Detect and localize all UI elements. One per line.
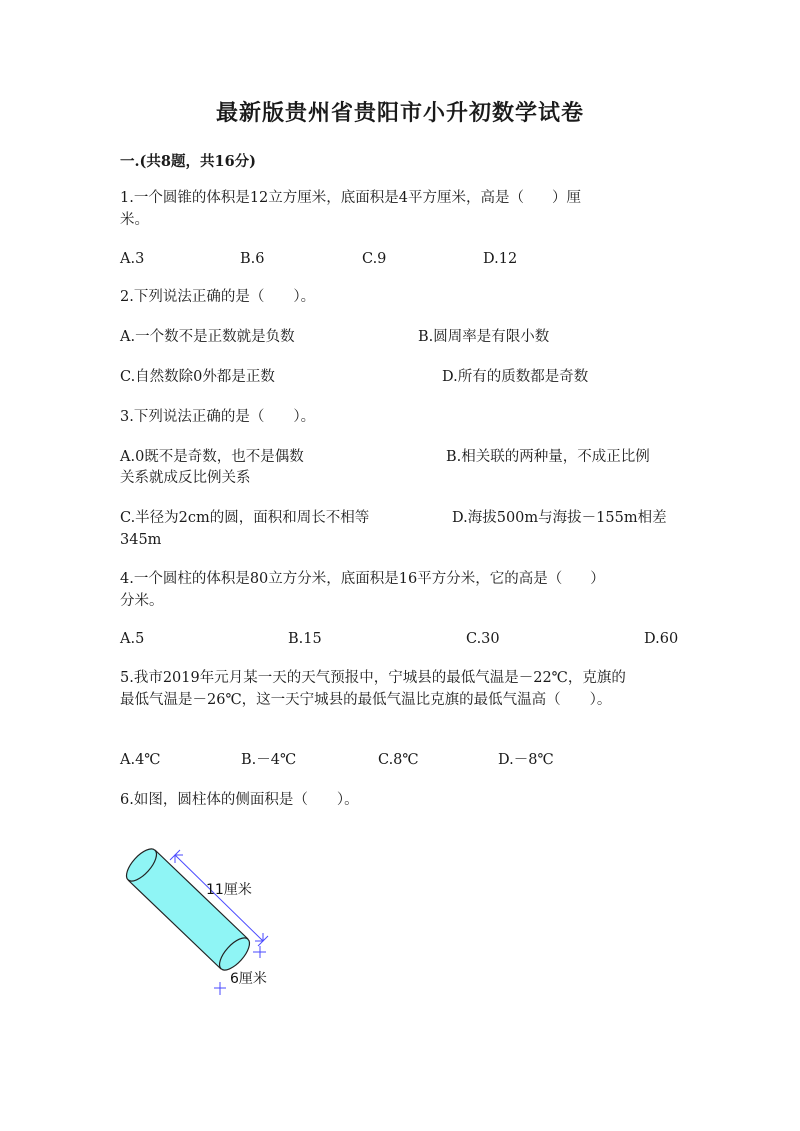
exam-title: 最新版贵州省贵阳市小升初数学试卷 (215, 100, 584, 126)
q5-option-a[interactable]: A.4℃ (120, 752, 161, 768)
q2-option-d[interactable]: D.所有的质数都是奇数 (442, 369, 589, 385)
q3-option-a[interactable]: A.0既不是奇数，也不是偶数 (120, 449, 304, 465)
q3-option-c[interactable]: C.半径为2cm的圆，面积和周长不相等 (120, 510, 370, 526)
q4-option-d[interactable]: D.60 (644, 631, 679, 647)
q4-option-a[interactable]: A.5 (120, 631, 145, 647)
q4-option-b[interactable]: B.15 (288, 631, 322, 647)
q5-option-c[interactable]: C.8℃ (378, 752, 419, 768)
question-6: 6.如图，圆柱体的侧面积是（ ）。 (120, 792, 359, 808)
q1-option-b[interactable]: B.6 (240, 251, 265, 267)
q1-option-c[interactable]: C.9 (362, 251, 387, 267)
q3-option-d-continued: 345m (120, 532, 162, 548)
question-5-stem-a: 5.我市2019年元月某一天的天气预报中，宁城县的最低气温是－22℃，克旗的 (120, 670, 626, 686)
question-1-stem-a: 1.一个圆锥的体积是12立方厘米，底面积是4平方厘米，高是（ (120, 190, 525, 206)
question-4 (120, 568, 680, 612)
q2-option-b[interactable]: B.圆周率是有限小数 (418, 329, 550, 345)
question-2: 2.下列说法正确的是（ ）。 (120, 289, 316, 305)
diameter-label: 6厘米 (230, 971, 267, 987)
question-5-stem-b: 最低气温是－26℃，这一天宁城县的最低气温比克旗的最低气温高（ ）。 (120, 692, 612, 708)
cylinder-figure (120, 838, 320, 1008)
question-1 (120, 187, 680, 231)
cylinder-diagram (120, 838, 320, 1008)
q2-option-a[interactable]: A.一个数不是正数就是负数 (120, 329, 295, 345)
q5-option-d[interactable]: D.－8℃ (498, 752, 554, 768)
section-heading: 一.(共8题，共16分) (120, 153, 257, 170)
q3-option-b-continued: 关系就成反比例关系 (120, 470, 251, 486)
q3-option-b[interactable]: B.相关联的两种量，不成正比例 (446, 449, 650, 465)
question-1-stem-b: ）厘 (552, 190, 582, 206)
q4-option-c[interactable]: C.30 (466, 631, 500, 647)
length-label: 11厘米 (206, 882, 252, 898)
question-5 (120, 667, 680, 711)
q1-option-a[interactable]: A.3 (120, 251, 145, 267)
question-4-stem-c: 分米。 (120, 593, 164, 609)
question-4-stem-a: 4.一个圆柱的体积是80立方分米，底面积是16平方分米，它的高是（ (120, 571, 563, 587)
q2-option-c[interactable]: C.自然数除0外都是正数 (120, 369, 275, 385)
question-3: 3.下列说法正确的是（ ）。 (120, 409, 316, 425)
question-4-stem-b: ） (590, 571, 605, 587)
q3-option-d[interactable]: D.海拔500m与海拔－155m相差 (452, 510, 667, 526)
question-1-stem-c: 米。 (120, 212, 149, 228)
q1-option-d[interactable]: D.12 (483, 251, 518, 267)
q5-option-b[interactable]: B.－4℃ (241, 752, 297, 768)
